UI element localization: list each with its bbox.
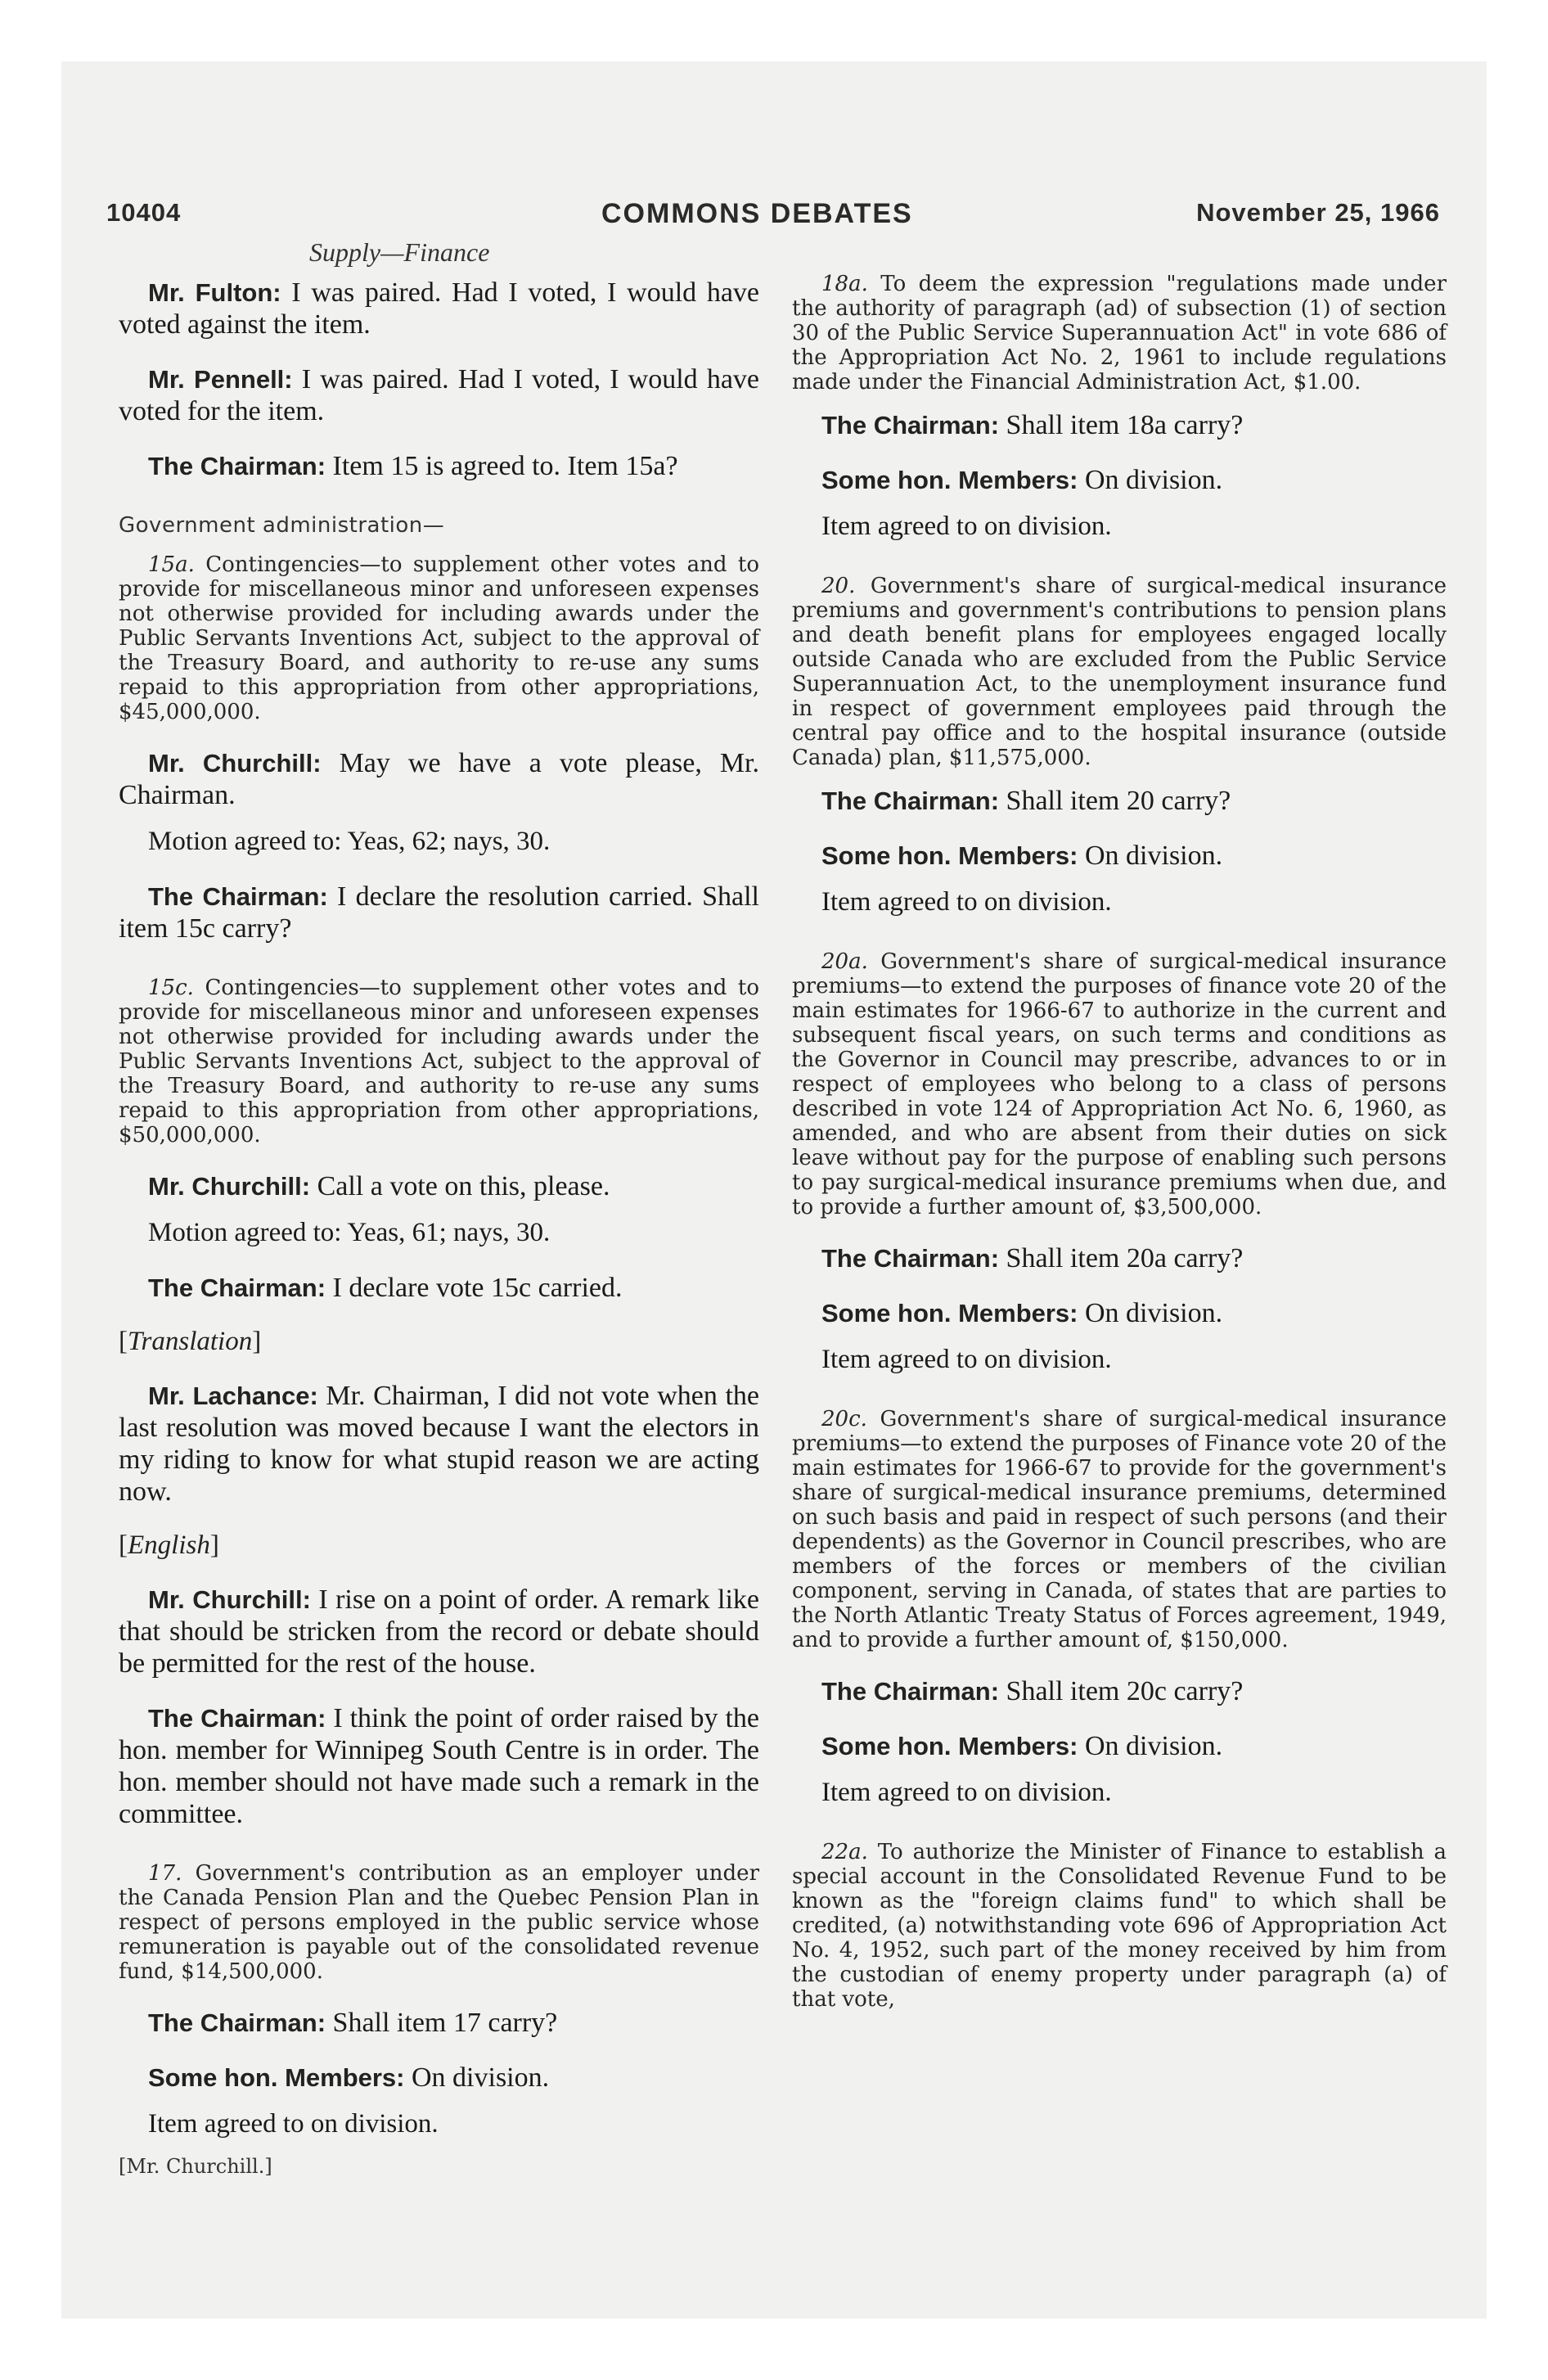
page-footer: [Mr. Churchill.] — [119, 2155, 272, 2178]
section-subheading: Supply—Finance — [309, 237, 490, 267]
speaker: Mr. Churchill: — [148, 749, 322, 778]
speech: Mr. Pennell: I was paired. Had I voted, I would have voted for the item. — [119, 364, 760, 426]
right-column — [792, 272, 1447, 2012]
item-agreed: Item agreed to on division. — [821, 512, 1112, 541]
vote-item: 18a. To deem the expression "regulations made under the authority of paragraph (ad) of subsection (1) of section 30 of the Public Service Superannuation Act" in vote 686 of the Appropriation Act No. 2, 1961 to include regulations made under the Financial Administration Act, $1.00. — [792, 272, 1447, 394]
speaker: Some hon. Members: — [821, 1299, 1078, 1327]
running-header — [106, 198, 1440, 239]
speaker: Mr. Churchill: — [148, 1172, 311, 1201]
speaker: The Chairman: — [148, 1273, 326, 1302]
speaker: Some hon. Members: — [821, 466, 1078, 494]
speaker: The Chairman: — [148, 452, 326, 480]
speech: The Chairman: Shall item 18a carry? — [821, 410, 1244, 440]
item-agreed: Item agreed to on division. — [821, 1778, 1112, 1807]
vote-item: 20a. Government's share of surgical-medical insurance premiums—to extend the purposes of finance vote 20 of the main estimates for 1966-67 to authorize in the current and subsequent fiscal years, on such terms and conditions as the Governor in Council may prescribe, advances to or in respect of employees who belong to a class of persons described in vote 124 of Appropriation Act No. 6, 1960, as amended, and who are absent from their duties on sick leave without pay for the purpose of enabling such persons to pay surgical-medical insurance premiums when due, and to provide a further amount of, $3,500,000. — [792, 949, 1447, 1219]
publication-title: COMMONS DEBATES — [601, 198, 913, 229]
speech: The Chairman: I declare the resolution carried. Shall item 15c carry? — [119, 881, 759, 944]
speaker: Mr. Churchill: — [148, 1585, 311, 1614]
speech: Some hon. Members: On division. — [821, 841, 1223, 871]
speech: The Chairman: Shall item 20 carry? — [821, 786, 1231, 816]
motion-result: Motion agreed to: Yeas, 62; nays, 30. — [148, 827, 551, 856]
speaker: Some hon. Members: — [821, 841, 1078, 870]
speaker: The Chairman: — [821, 411, 1000, 439]
vote-item: 15a. Contingencies—to supplement other votes and to provide for miscellaneous minor and unforeseen expenses not otherwise provided for including awards under the Public Servants Inventions Act, subject to the approval of the Treasury Board, and authority to re-use any sums repaid to this appropriation from other appropriations, $45,000,000. — [119, 552, 759, 724]
speech: Mr. Churchill: Call a vote on this, please. — [148, 1171, 610, 1201]
language-marker: [English] — [119, 1530, 219, 1560]
speaker: The Chairman: — [148, 1704, 326, 1733]
speech: The Chairman: I declare vote 15c carried. — [148, 1273, 623, 1303]
motion-result: Motion agreed to: Yeas, 61; nays, 30. — [148, 1218, 551, 1247]
speech: Some hon. Members: On division. — [148, 2062, 550, 2093]
speech: The Chairman: Shall item 20c carry? — [821, 1676, 1244, 1706]
speech: The Chairman: I think the point of order raised by the hon. member for Winnipeg South Centre is in order. The hon. member should not have made such a remark in the committee. — [119, 1703, 760, 1829]
vote-item: 22a. To authorize the Minister of Finance to establish a special account in the Consolidated Revenue Fund to be known as the "foreign claims fund" to which shall be credited, (a) notwithstanding vote 696 of Appropriation Act No. 4, 1952, such part of the money received by him from the custodian of enemy property under paragraph (a) of that vote, — [792, 1840, 1447, 2012]
vote-item: 15c. Contingencies—to supplement other votes and to provide for miscellaneous minor and unforeseen expenses not otherwise provided for including awards under the Public Servants Inventions Act, subject to the approval of the Treasury Board, and authority to re-use any sums repaid to this appropriation from other appropriations, $50,000,000. — [119, 976, 759, 1147]
speech: Some hon. Members: On division. — [821, 465, 1223, 495]
language-marker: [Translation] — [119, 1327, 262, 1356]
speech: Some hon. Members: On division. — [821, 1298, 1223, 1328]
speaker: The Chairman: — [821, 1244, 1000, 1273]
speech: Mr. Lachance: Mr. Chairman, I did not vote when the last resolution was moved because I want the electors in my riding to know for what stupid reason we are acting now. — [119, 1381, 759, 1507]
vote-item: 20. Government's share of surgical-medical insurance premiums and government's contributions to pension plans and death benefit plans for employees engaged locally outside Canada who are excluded from the Public Service Superannuation Act, to the unemployment insurance fund in respect of government employees paid through the central pay office and to the hospital insurance (outside Canada) plan, $11,575,000. — [792, 574, 1447, 770]
speaker: Some hon. Members: — [148, 2063, 405, 2092]
item-agreed: Item agreed to on division. — [821, 1345, 1112, 1374]
speech: Some hon. Members: On division. — [821, 1731, 1223, 1761]
section-heading: Government administration— — [119, 513, 445, 538]
speaker: The Chairman: — [148, 2008, 326, 2037]
speaker: Some hon. Members: — [821, 1732, 1078, 1760]
page-number: 10404 — [106, 198, 182, 227]
publication-date: November 25, 1966 — [1196, 198, 1440, 227]
speech: The Chairman: Shall item 17 carry? — [148, 2008, 558, 2038]
speaker: The Chairman: — [148, 882, 328, 911]
speech: The Chairman: Item 15 is agreed to. Item 15a? — [148, 451, 678, 481]
item-agreed: Item agreed to on division. — [821, 887, 1112, 917]
speaker: Mr. Pennell: — [148, 365, 293, 394]
vote-item: 20c. Government's share of surgical-medical insurance premiums—to extend the purposes of Finance vote 20 of the main estimates for 1966-67 to provide for the government's share of surgical-medical insurance premiums, determined on such basis and paid in respect of such persons (and their dependents) as the Governor in Council prescribes, who are members of the forces or members of the civilian component, serving in Canada, of states that are parties to the North Atlantic Treaty Status of Forces agreement, 1949, and to provide a further amount of, $150,000. — [792, 1407, 1447, 1652]
speech: Mr. Fulton: I was paired. Had I voted, I would have voted against the item. — [119, 277, 760, 340]
speaker: Mr. Lachance: — [148, 1382, 318, 1410]
speaker: Mr. Fulton: — [148, 278, 281, 307]
speech: Mr. Churchill: May we have a vote please, Mr. Chairman. — [119, 748, 759, 810]
speech: Mr. Churchill: I rise on a point of order. A remark like that should be stricken from the record or debate should be permitted for the rest of the house. — [119, 1584, 759, 1679]
speaker: The Chairman: — [821, 787, 1000, 815]
speaker: The Chairman: — [821, 1677, 1000, 1706]
speech: The Chairman: Shall item 20a carry? — [821, 1243, 1244, 1273]
vote-item: 17. Government's contribution as an employer under the Canada Pension Plan and the Quebec Pension Plan in respect of persons employed in the public service whose remuneration is payable out of the consolidated revenue fund, $14,500,000. — [119, 1861, 759, 1984]
item-agreed: Item agreed to on division. — [148, 2109, 439, 2139]
left-column — [119, 277, 759, 2178]
